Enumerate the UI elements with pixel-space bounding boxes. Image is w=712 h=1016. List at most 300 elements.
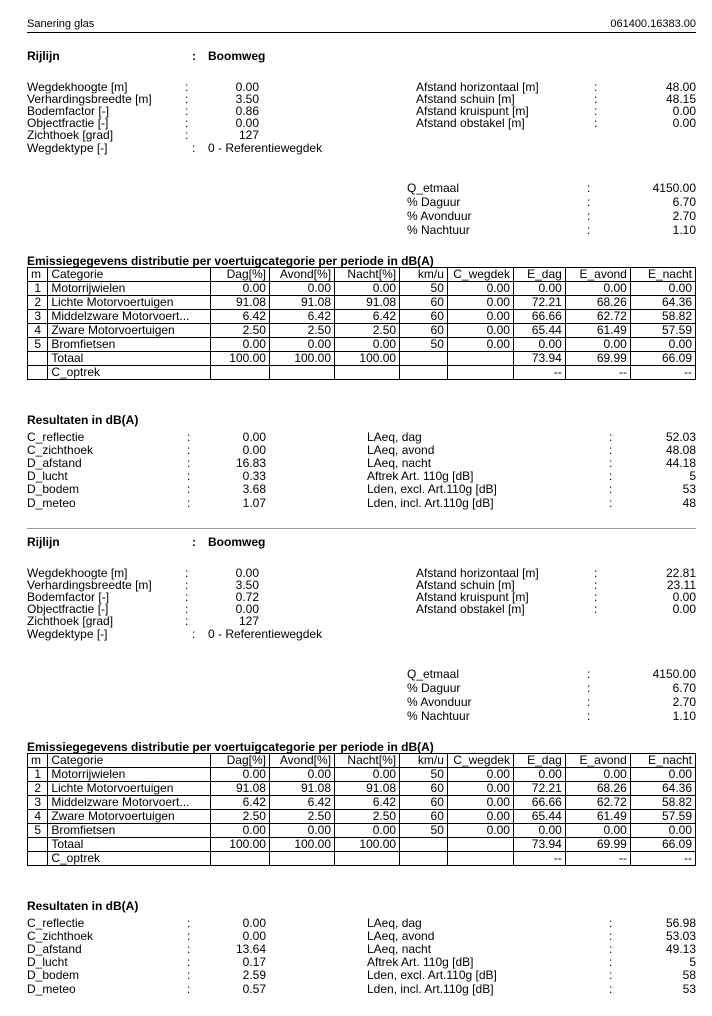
table-cell: 61.49 [565, 810, 630, 824]
table-cell [335, 852, 400, 866]
table-cell: 100.00 [211, 838, 270, 852]
traffic-label: % Daguur [407, 681, 461, 695]
table-cell [400, 852, 448, 866]
table-row [28, 810, 696, 824]
result-label: D_lucht [27, 469, 68, 483]
result-label: C_zichthoek [27, 929, 94, 943]
param-label: Zichthoek [grad] [27, 614, 114, 628]
param-label: Wegdekhoogte [m] [27, 566, 128, 580]
table-cell: 0.00 [269, 824, 334, 838]
table-cell: 57.59 [630, 810, 695, 824]
table-cell: 3 [28, 310, 48, 324]
result-colon: : [187, 469, 191, 483]
table-cell [28, 352, 48, 366]
rijlijn-colon: : [192, 535, 196, 549]
column-header: km/u [400, 754, 448, 768]
table-cell: 72.21 [513, 782, 565, 796]
level-value: 53 [682, 482, 696, 496]
distance-label: Afstand horizontaal [m] [416, 80, 539, 94]
table-cell: 0.00 [513, 824, 565, 838]
table-cell: 66.09 [630, 838, 695, 852]
result-colon: : [187, 496, 191, 510]
level-label: Lden, excl. Art.110g [dB] [367, 482, 497, 496]
result-label: D_meteo [27, 496, 76, 510]
table-cell [400, 838, 448, 852]
table-cell: 2.50 [211, 810, 270, 824]
table-cell: C_optrek [48, 366, 211, 380]
table-cell: 0.00 [269, 282, 334, 296]
table-cell: 4 [28, 810, 48, 824]
level-label: Aftrek Art. 110g [dB] [367, 469, 474, 483]
table-cell: 4 [28, 324, 48, 338]
table-row [28, 782, 696, 796]
column-header: E_dag [513, 754, 565, 768]
level-colon: : [609, 482, 613, 496]
table-cell: -- [630, 366, 695, 380]
level-value: 53.03 [665, 929, 696, 943]
table-cell [400, 366, 448, 380]
table-cell: 50 [400, 282, 448, 296]
column-header: m [28, 754, 48, 768]
table-cell: 57.59 [630, 324, 695, 338]
traffic-value: 4150.00 [652, 667, 696, 681]
table-cell: -- [513, 366, 565, 380]
param-colon: : [185, 116, 189, 130]
result-value: 2.59 [242, 968, 266, 982]
table-cell: 6.42 [211, 310, 270, 324]
page-header [27, 18, 696, 32]
result-value: 0.00 [242, 916, 266, 930]
traffic-colon: : [587, 681, 591, 695]
table-cell: 72.21 [513, 296, 565, 310]
column-header: E_dag [513, 268, 565, 282]
param-colon: : [192, 627, 196, 641]
table-cell: 50 [400, 768, 448, 782]
result-label: D_bodem [27, 968, 80, 982]
column-header: Categorie [48, 268, 211, 282]
table-cell: 0.00 [447, 296, 513, 310]
level-value: 5 [689, 955, 696, 969]
header-divider [27, 32, 696, 33]
table-cell: 58.82 [630, 796, 695, 810]
traffic-value: 2.70 [672, 209, 696, 223]
table-row [28, 296, 696, 310]
traffic-label: Q_etmaal [407, 181, 460, 195]
table-cell: 2 [28, 782, 48, 796]
table-cell [447, 838, 513, 852]
table-cell [335, 366, 400, 380]
param-label: Wegdektype [-] [27, 627, 108, 641]
column-header: C_wegdek [447, 754, 513, 768]
param-label: Zichthoek [grad] [27, 128, 114, 142]
table-cell: 0.00 [335, 768, 400, 782]
param-value: 0 - Referentiewegdek [208, 141, 323, 155]
table-cell: 66.66 [513, 796, 565, 810]
result-label: D_lucht [27, 955, 68, 969]
table-cell: -- [565, 852, 630, 866]
result-colon: : [187, 942, 191, 956]
table-cell: 62.72 [565, 310, 630, 324]
table-cell: 50 [400, 338, 448, 352]
table-row [28, 338, 696, 352]
table-cell: Totaal [48, 838, 211, 852]
result-label: D_bodem [27, 482, 80, 496]
result-colon: : [187, 968, 191, 982]
table-cell: 91.08 [269, 296, 334, 310]
column-header: Avond[%] [269, 268, 334, 282]
traffic-value: 1.10 [672, 223, 696, 237]
rijlijn-colon: : [192, 49, 196, 63]
table-cell: 5 [28, 338, 48, 352]
distance-value: 0.00 [672, 104, 696, 118]
traffic-colon: : [587, 667, 591, 681]
level-value: 56.98 [665, 916, 696, 930]
distance-label: Afstand horizontaal [m] [416, 566, 539, 580]
table-cell [447, 852, 513, 866]
traffic-colon: : [587, 709, 591, 723]
table-cell: 3 [28, 796, 48, 810]
table-cell [447, 366, 513, 380]
results-title: Resultaten in dB(A) [27, 899, 139, 913]
table-cell: 62.72 [565, 796, 630, 810]
column-header: E_avond [565, 754, 630, 768]
level-value: 48.08 [665, 443, 696, 457]
traffic-value: 4150.00 [652, 181, 696, 195]
distance-colon: : [594, 578, 598, 592]
table-cell: 2.50 [335, 810, 400, 824]
table-cell: 66.66 [513, 310, 565, 324]
distance-value: 0.00 [672, 590, 696, 604]
table-cell: 6.42 [211, 796, 270, 810]
param-value: 0 - Referentiewegdek [208, 627, 323, 641]
table-cell: 61.49 [565, 324, 630, 338]
table-cell: -- [513, 852, 565, 866]
table-cell: 0.00 [211, 282, 270, 296]
rijlijn-label: Rijlijn [27, 49, 60, 63]
distance-label: Afstand obstakel [m] [416, 602, 525, 616]
column-header: Avond[%] [269, 754, 334, 768]
level-label: LAeq, nacht [367, 456, 432, 470]
result-colon: : [187, 982, 191, 996]
table-cell: 0.00 [269, 338, 334, 352]
table-cell: 0.00 [447, 824, 513, 838]
result-label: C_zichthoek [27, 443, 94, 457]
distance-label: Afstand kruispunt [m] [416, 590, 529, 604]
table-cell: 2.50 [269, 324, 334, 338]
traffic-colon: : [587, 195, 591, 209]
results-title: Resultaten in dB(A) [27, 413, 139, 427]
rijlijn-label: Rijlijn [27, 535, 60, 549]
result-colon: : [187, 443, 191, 457]
param-value: 0.86 [235, 104, 259, 118]
result-colon: : [187, 456, 191, 470]
param-value: 0.00 [235, 80, 259, 94]
traffic-value: 2.70 [672, 695, 696, 709]
param-value: 3.50 [235, 92, 259, 106]
table-cell: 73.94 [513, 352, 565, 366]
table-header-row [28, 268, 696, 282]
table-cell: 100.00 [269, 838, 334, 852]
rijlijn-value: Boomweg [208, 535, 266, 549]
param-colon: : [185, 614, 189, 628]
table-cell: Middelzware Motorvoert... [48, 310, 211, 324]
level-colon: : [609, 955, 613, 969]
level-value: 48 [682, 496, 696, 510]
table-cell: 0.00 [565, 282, 630, 296]
param-label: Objectfractie [-] [27, 602, 109, 616]
table-cell: 0.00 [447, 338, 513, 352]
level-label: Aftrek Art. 110g [dB] [367, 955, 474, 969]
distance-label: Afstand obstakel [m] [416, 116, 525, 130]
table-cell: 100.00 [335, 352, 400, 366]
table-cell: 2.50 [211, 324, 270, 338]
table-cell: 0.00 [211, 824, 270, 838]
level-label: LAeq, dag [367, 916, 422, 930]
emission-table [27, 753, 696, 866]
result-value: 0.00 [242, 929, 266, 943]
table-cell [269, 852, 334, 866]
result-colon: : [187, 916, 191, 930]
table-cell: Bromfietsen [48, 824, 211, 838]
param-colon: : [185, 590, 189, 604]
table-cell: 0.00 [447, 282, 513, 296]
table-cell: 91.08 [335, 782, 400, 796]
param-colon: : [192, 141, 196, 155]
level-label: LAeq, dag [367, 430, 422, 444]
column-header: km/u [400, 268, 448, 282]
column-header: Nacht[%] [335, 754, 400, 768]
table-cell: 60 [400, 310, 448, 324]
param-label: Bodemfactor [-] [27, 104, 110, 118]
level-value: 44.18 [665, 456, 696, 470]
traffic-label: % Avonduur [407, 695, 472, 709]
result-label: C_reflectie [27, 916, 85, 930]
table-cell: 0.00 [447, 810, 513, 824]
column-header: E_avond [565, 268, 630, 282]
param-colon: : [185, 92, 189, 106]
table-row [28, 352, 696, 366]
traffic-label: % Nachtuur [407, 223, 470, 237]
traffic-colon: : [587, 223, 591, 237]
column-header: m [28, 268, 48, 282]
level-value: 52.03 [665, 430, 696, 444]
distance-label: Afstand schuin [m] [416, 92, 515, 106]
table-cell: 0.00 [447, 310, 513, 324]
table-cell: Totaal [48, 352, 211, 366]
level-colon: : [609, 443, 613, 457]
table-row [28, 768, 696, 782]
table-cell: Lichte Motorvoertuigen [48, 296, 211, 310]
param-label: Bodemfactor [-] [27, 590, 110, 604]
traffic-colon: : [587, 181, 591, 195]
calculation-block [27, 533, 696, 1003]
table-cell: 91.08 [335, 296, 400, 310]
result-colon: : [187, 430, 191, 444]
table-cell [28, 366, 48, 380]
traffic-colon: : [587, 695, 591, 709]
table-cell: 100.00 [211, 352, 270, 366]
level-value: 49.13 [665, 942, 696, 956]
table-cell: 91.08 [269, 782, 334, 796]
param-colon: : [185, 80, 189, 94]
table-cell: 6.42 [269, 310, 334, 324]
table-cell: 0.00 [211, 768, 270, 782]
table-cell: 60 [400, 296, 448, 310]
report-number: 061400.16383.00 [610, 18, 696, 30]
table-cell: 1 [28, 768, 48, 782]
table-cell: 66.09 [630, 352, 695, 366]
table-row [28, 324, 696, 338]
table-header-row [28, 754, 696, 768]
param-value: 0.00 [235, 566, 259, 580]
table-cell: 6.42 [269, 796, 334, 810]
param-label: Objectfractie [-] [27, 116, 109, 130]
table-row [28, 310, 696, 324]
level-label: LAeq, avond [367, 443, 435, 457]
distance-colon: : [594, 116, 598, 130]
rijlijn-value: Boomweg [208, 49, 266, 63]
param-value: 0.72 [235, 590, 259, 604]
table-cell: 0.00 [269, 768, 334, 782]
level-colon: : [609, 496, 613, 510]
table-row [28, 824, 696, 838]
emission-title: Emissiegegevens distributie per voertuigcategorie per periode in dB(A) [27, 740, 434, 754]
level-value: 58 [682, 968, 696, 982]
table-cell [28, 852, 48, 866]
column-header: Nacht[%] [335, 268, 400, 282]
table-cell: Zware Motorvoertuigen [48, 324, 211, 338]
level-colon: : [609, 456, 613, 470]
result-label: D_meteo [27, 982, 76, 996]
level-colon: : [609, 430, 613, 444]
table-cell: 0.00 [630, 824, 695, 838]
table-cell: 0.00 [335, 338, 400, 352]
traffic-label: Q_etmaal [407, 667, 460, 681]
block-divider [27, 528, 696, 529]
level-colon: : [609, 968, 613, 982]
table-cell: 6.42 [335, 310, 400, 324]
column-header: E_nacht [630, 268, 695, 282]
emission-title: Emissiegegevens distributie per voertuigcategorie per periode in dB(A) [27, 254, 434, 268]
table-cell: 64.36 [630, 296, 695, 310]
result-value: 0.17 [242, 955, 266, 969]
table-cell: 6.42 [335, 796, 400, 810]
column-header: C_wegdek [447, 268, 513, 282]
level-colon: : [609, 469, 613, 483]
table-cell: 0.00 [211, 338, 270, 352]
table-cell: 0.00 [513, 768, 565, 782]
param-colon: : [185, 602, 189, 616]
table-cell: 0.00 [447, 324, 513, 338]
table-cell: 65.44 [513, 810, 565, 824]
traffic-label: % Nachtuur [407, 709, 470, 723]
table-cell: 69.99 [565, 352, 630, 366]
level-label: Lden, excl. Art.110g [dB] [367, 968, 497, 982]
table-cell: 0.00 [630, 768, 695, 782]
param-colon: : [185, 128, 189, 142]
table-cell: Motorrijwielen [48, 282, 211, 296]
level-colon: : [609, 929, 613, 943]
table-cell: 100.00 [335, 838, 400, 852]
traffic-label: % Daguur [407, 195, 461, 209]
traffic-colon: : [587, 209, 591, 223]
table-cell: 0.00 [513, 282, 565, 296]
table-cell: -- [630, 852, 695, 866]
table-row [28, 838, 696, 852]
table-cell: 69.99 [565, 838, 630, 852]
result-value: 0.00 [242, 430, 266, 444]
result-colon: : [187, 929, 191, 943]
distance-value: 0.00 [672, 602, 696, 616]
traffic-label: % Avonduur [407, 209, 472, 223]
table-cell [28, 838, 48, 852]
table-cell: -- [565, 366, 630, 380]
distance-colon: : [594, 80, 598, 94]
table-cell: 0.00 [335, 824, 400, 838]
emission-table [27, 267, 696, 380]
table-row [28, 852, 696, 866]
column-header: E_nacht [630, 754, 695, 768]
traffic-value: 6.70 [672, 195, 696, 209]
level-label: Lden, incl. Art.110g [dB] [367, 982, 494, 996]
param-label: Verhardingsbreedte [m] [27, 578, 152, 592]
level-label: Lden, incl. Art.110g [dB] [367, 496, 494, 510]
traffic-value: 1.10 [672, 709, 696, 723]
table-cell [269, 366, 334, 380]
level-value: 53 [682, 982, 696, 996]
table-cell [211, 366, 270, 380]
table-cell: 60 [400, 324, 448, 338]
table-cell: 1 [28, 282, 48, 296]
result-label: C_reflectie [27, 430, 85, 444]
result-label: D_afstand [27, 456, 82, 470]
distance-colon: : [594, 566, 598, 580]
result-colon: : [187, 482, 191, 496]
param-value: 0.00 [235, 116, 259, 130]
distance-value: 48.00 [665, 80, 696, 94]
table-cell: 0.00 [447, 796, 513, 810]
param-value: 0.00 [235, 602, 259, 616]
table-cell: 100.00 [269, 352, 334, 366]
table-cell: 0.00 [565, 824, 630, 838]
table-cell: 0.00 [630, 338, 695, 352]
distance-value: 22.81 [665, 566, 696, 580]
column-header: Categorie [48, 754, 211, 768]
result-value: 3.68 [242, 482, 266, 496]
level-label: LAeq, nacht [367, 942, 432, 956]
level-label: LAeq, avond [367, 929, 435, 943]
table-cell: 73.94 [513, 838, 565, 852]
result-value: 0.33 [242, 469, 266, 483]
distance-value: 23.11 [666, 578, 696, 592]
result-colon: : [187, 955, 191, 969]
table-cell: 0.00 [335, 282, 400, 296]
param-colon: : [185, 566, 189, 580]
table-cell: 2.50 [269, 810, 334, 824]
column-header: Dag[%] [211, 754, 270, 768]
table-cell: 2.50 [335, 324, 400, 338]
table-cell: 5 [28, 824, 48, 838]
distance-label: Afstand schuin [m] [416, 578, 515, 592]
level-colon: : [609, 942, 613, 956]
table-cell: 68.26 [565, 782, 630, 796]
calculation-block [27, 47, 696, 517]
result-value: 16.83 [235, 456, 266, 470]
table-cell: 65.44 [513, 324, 565, 338]
distance-value: 0.00 [672, 116, 696, 130]
level-colon: : [609, 982, 613, 996]
table-cell: 60 [400, 796, 448, 810]
